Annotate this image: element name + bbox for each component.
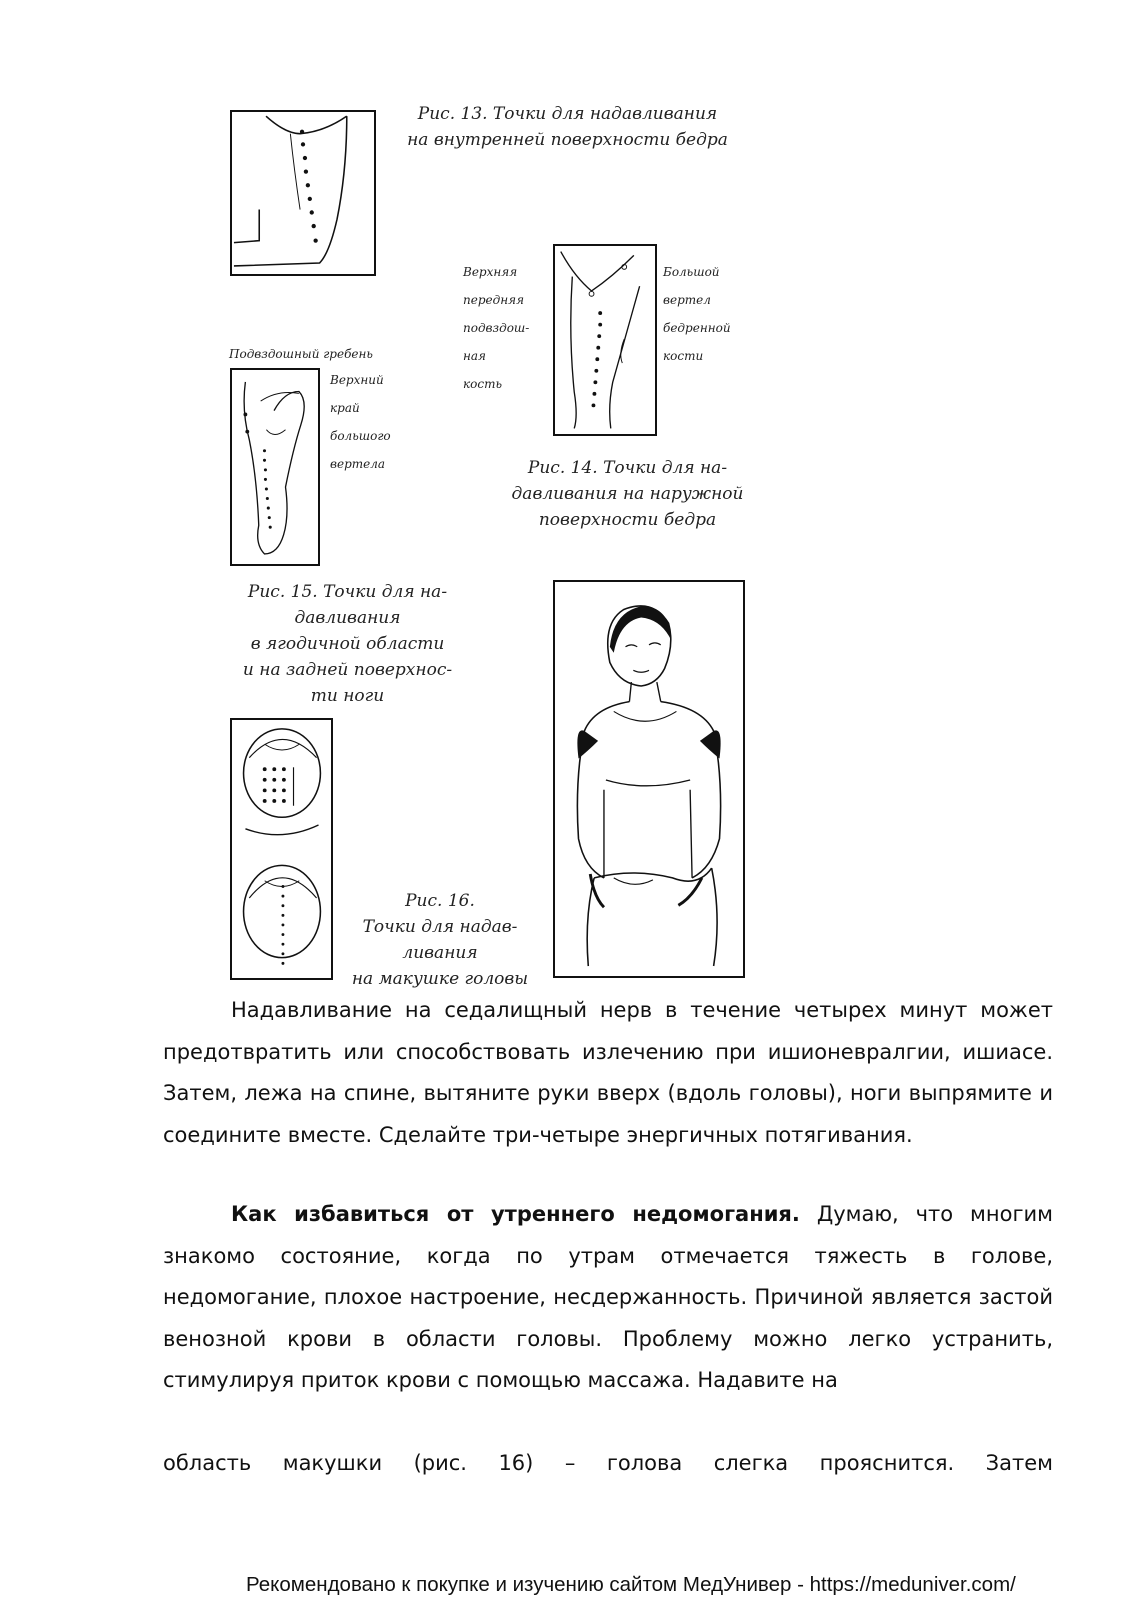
figure-14-outer-thigh xyxy=(553,244,657,436)
figure-15-label-top: Подвздошный гребень xyxy=(229,347,373,361)
paragraph-sciatic-nerve: Надавливание на седалищный нерв в течение четырех минут может предотвратить или способствовать излечению при ишионевралгии, ишиасе. Затем, лежа на спине, вытяните руки вверх (вдоль головы), ноги выпрямите и соедините вместе. Сделайте три-четыре энергичных потягивания. xyxy=(163,998,1053,1147)
last-line-text: область макушки (рис. 16) – голова слегка прояснится. Затем xyxy=(163,1451,1053,1475)
figure-16-caption: Рис. 16. Точки для надав- ливания на макушке головы xyxy=(351,891,529,989)
paragraph-text: Думаю, что многим знакомо состояние, когда по утрам отмечается тяжесть в голове, недомогание, плохое настроение, несдержанность. Причиной является застой венозной крови в области головы. Проблему можно легко устранить, стимулируя приток крови с помощью массажа. Надавите на xyxy=(163,1202,1053,1392)
outer-thigh-drawing xyxy=(555,246,655,434)
inner-thigh-drawing xyxy=(232,112,374,274)
woman-drawing xyxy=(555,582,743,976)
figure-15-caption: Рис. 15. Точки для на- давливания в ягодичной области и на задней поверхнос- ти ноги xyxy=(242,582,453,706)
figure-15-buttock-leg xyxy=(230,368,320,566)
buttock-leg-drawing xyxy=(232,370,318,564)
figure-13-inner-thigh xyxy=(230,110,376,276)
paragraph-last-line xyxy=(163,1443,1053,1485)
page-footer: Рекомендовано к покупке и изучению сайтом МедУнивер - https://meduniver.com/ xyxy=(246,1573,1016,1596)
figure-15-labels-right: Верхний край большого вертела xyxy=(330,373,391,471)
section-heading: Как избавиться от утреннего недомогания. xyxy=(231,1202,800,1226)
head-crown-drawing xyxy=(232,720,331,978)
figure-16-crown-of-head xyxy=(230,718,333,980)
woman-pressing-illustration xyxy=(553,580,745,978)
figure-13-caption: Рис. 13. Точки для надавливания на внутренней поверхности бедра xyxy=(407,104,728,150)
paragraph-morning-malaise xyxy=(163,1194,1053,1402)
figure-14-labels-right: Большой вертел бедренной кости xyxy=(663,265,731,363)
figure-14-caption: Рис. 14. Точки для на- давливания на наружной поверхности бедра xyxy=(511,458,744,530)
figure-14-labels-left: Верхняя передняя подвздош- ная кость xyxy=(463,265,530,391)
